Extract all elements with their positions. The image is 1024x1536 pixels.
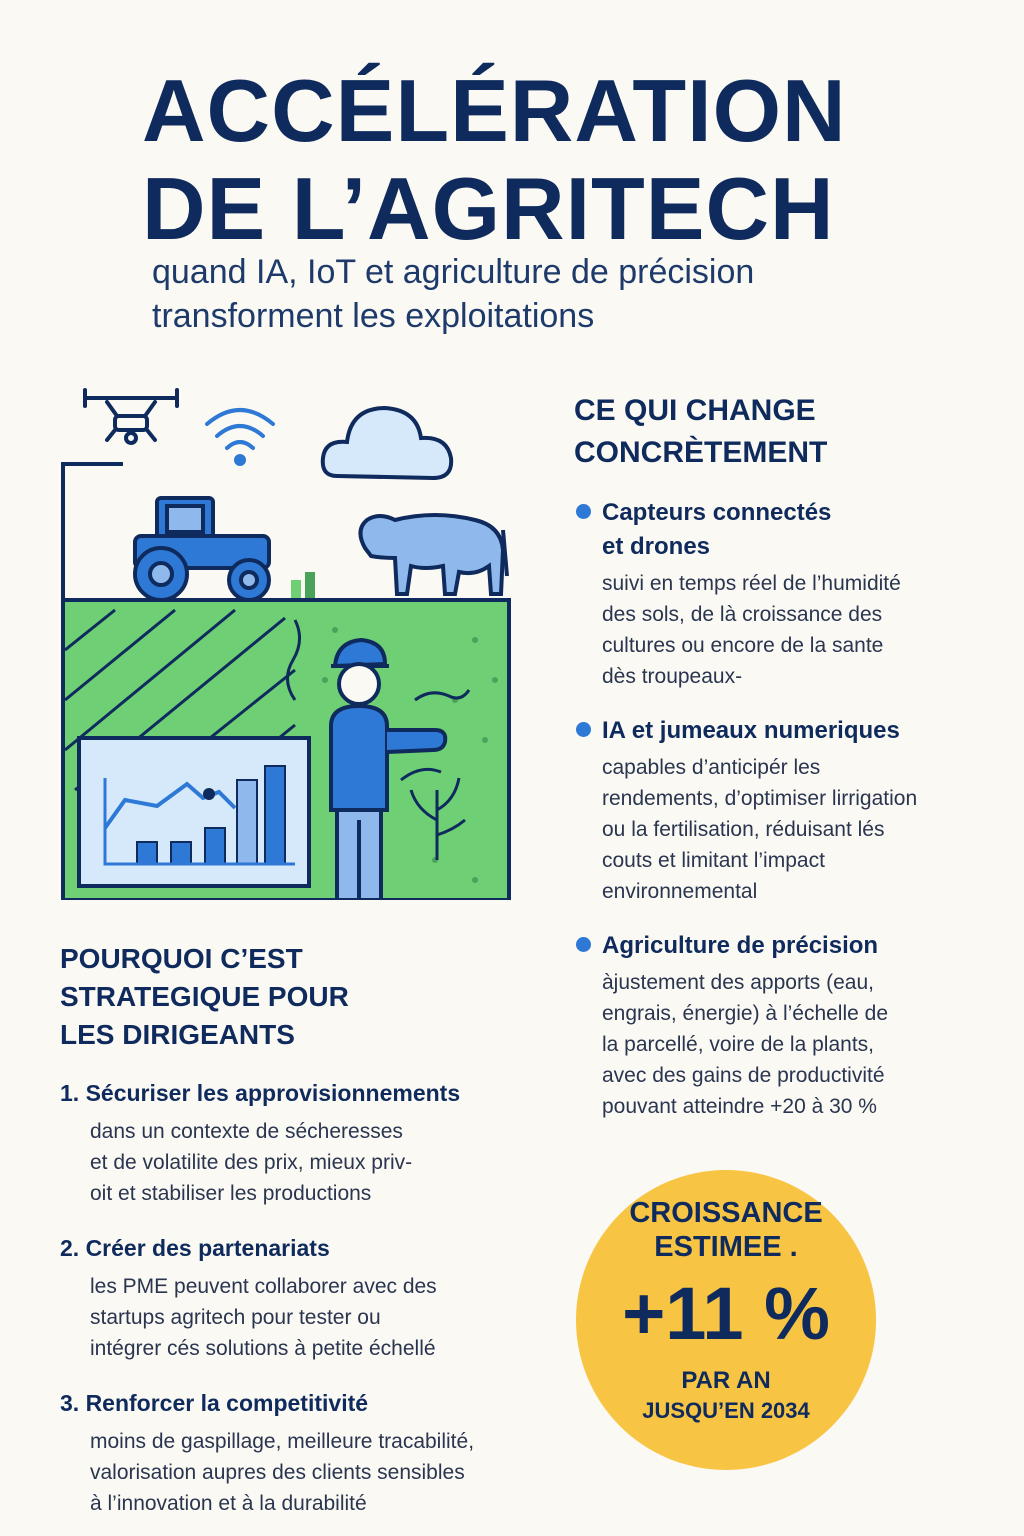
page-title [142, 62, 962, 258]
why-item-supply [60, 1076, 560, 1209]
badge-line-2: ESTIMEE . [654, 1231, 798, 1263]
change-title-line: Capteurs connectés [602, 499, 832, 526]
title-line-1: ACCÉLÉRATION [142, 61, 847, 160]
change-text-line: capables d’anticipér les [602, 756, 821, 779]
tractor-icon [135, 498, 269, 600]
badge-line-4: JUSQU’EN 2034 [642, 1398, 810, 1423]
chart-screen-icon [79, 738, 309, 886]
change-text-line: ou la fertilisation, réduisant lés [602, 818, 885, 841]
why-text-line: à l’innovation et à la durabilité [90, 1492, 367, 1515]
change-text-line: engrais, énergie) à l’échelle de [602, 1002, 889, 1025]
title-line-2: DE L’AGRITECH [142, 159, 835, 258]
change-item-text [602, 967, 1004, 1122]
why-item-title: 3. Renforcer la competitivité [60, 1390, 369, 1416]
agritech-illustration [55, 380, 525, 900]
changes-heading-line-2: CONCRÈTEMENT [574, 436, 828, 469]
why-item-title: 1. Sécuriser les approvisionnements [60, 1080, 461, 1106]
change-item-text [602, 568, 1004, 692]
changes-heading [574, 390, 1004, 474]
change-item-title [602, 929, 1004, 963]
change-text-line: des sols, de là croissance des [602, 603, 883, 626]
change-text-line: pouvant atteindre +20 à 30 % [602, 1095, 877, 1118]
changes-section [574, 390, 1004, 1122]
change-text-line: couts et limitant l’impact [602, 849, 825, 872]
change-text-line: rendements, d’optimiser lirrigation [602, 787, 918, 810]
why-text-line: dans un contexte de sécheresses [90, 1120, 403, 1143]
change-item-title [602, 496, 1004, 564]
subtitle-line-1: quand IA, IoT et agriculture de précision [152, 253, 755, 291]
bullet-dot-icon [576, 937, 591, 952]
subtitle-line-2: transforment les exploitations [152, 297, 595, 335]
why-heading-line-1: POURQUOI C’EST [60, 943, 303, 974]
why-item-partnerships [60, 1231, 560, 1364]
change-text-line: cultures ou encore de la sante [602, 634, 884, 657]
why-text-line: et de volatilite des prix, mieux priv- [90, 1151, 413, 1174]
change-text-line: dès troupeaux- [602, 665, 743, 688]
change-item-text [602, 752, 1004, 907]
growth-badge [576, 1170, 876, 1470]
changes-heading-line-1: CE QUI CHANGE [574, 394, 816, 427]
change-item-title [602, 714, 1004, 748]
badge-value: +11 % [622, 1272, 830, 1355]
why-text-line: oit et stabiliser les productions [90, 1182, 372, 1205]
badge-line-1: CROISSANCE [629, 1197, 823, 1229]
drone-icon [85, 390, 177, 443]
why-item-text [90, 1426, 560, 1519]
why-item-text [90, 1271, 560, 1364]
why-text-line: valorisation aupres des clients sensibles [90, 1461, 465, 1484]
wifi-icon [207, 410, 273, 466]
why-item-title: 2. Créer des partenariats [60, 1235, 330, 1261]
change-title-line: et drones [602, 533, 711, 560]
change-text-line: la parcellé, voire de la plants, [602, 1033, 874, 1056]
why-text-line: moins de gaspillage, meilleure tracabilité, [90, 1430, 475, 1453]
why-text-line: startups agritech pour tester ou [90, 1306, 381, 1329]
bullet-dot-icon [576, 504, 591, 519]
change-text-line: environnemental [602, 880, 758, 903]
cloud-icon [323, 408, 451, 478]
why-heading [60, 940, 560, 1054]
why-item-competitiveness [60, 1386, 560, 1519]
change-text-line: àjustement des apports (eau, [602, 971, 874, 994]
why-heading-line-2: STRATEGIQUE POUR [60, 981, 349, 1012]
page-subtitle [152, 250, 972, 338]
change-title-line: Agriculture de précision [602, 932, 879, 959]
why-item-text [90, 1116, 560, 1209]
change-text-line: avec des gains de productivité [602, 1064, 885, 1087]
cow-icon [360, 515, 507, 594]
why-text-line: les PME peuvent collaborer avec des [90, 1275, 437, 1298]
frame-lines [63, 464, 123, 600]
why-section [60, 940, 560, 1519]
change-item-precision [574, 929, 1004, 1122]
change-title-line: IA et jumeaux numeriques [602, 717, 900, 744]
badge-line-3: PAR AN [681, 1367, 771, 1394]
why-heading-line-3: LES DIRIGEANTS [60, 1019, 295, 1050]
bullet-dot-icon [576, 722, 591, 737]
change-text-line: suivi en temps réel de l’humidité [602, 572, 901, 595]
why-text-line: intégrer cés solutions à petite échellé [90, 1337, 436, 1360]
change-item-sensors [574, 496, 1004, 692]
change-item-ai [574, 714, 1004, 907]
